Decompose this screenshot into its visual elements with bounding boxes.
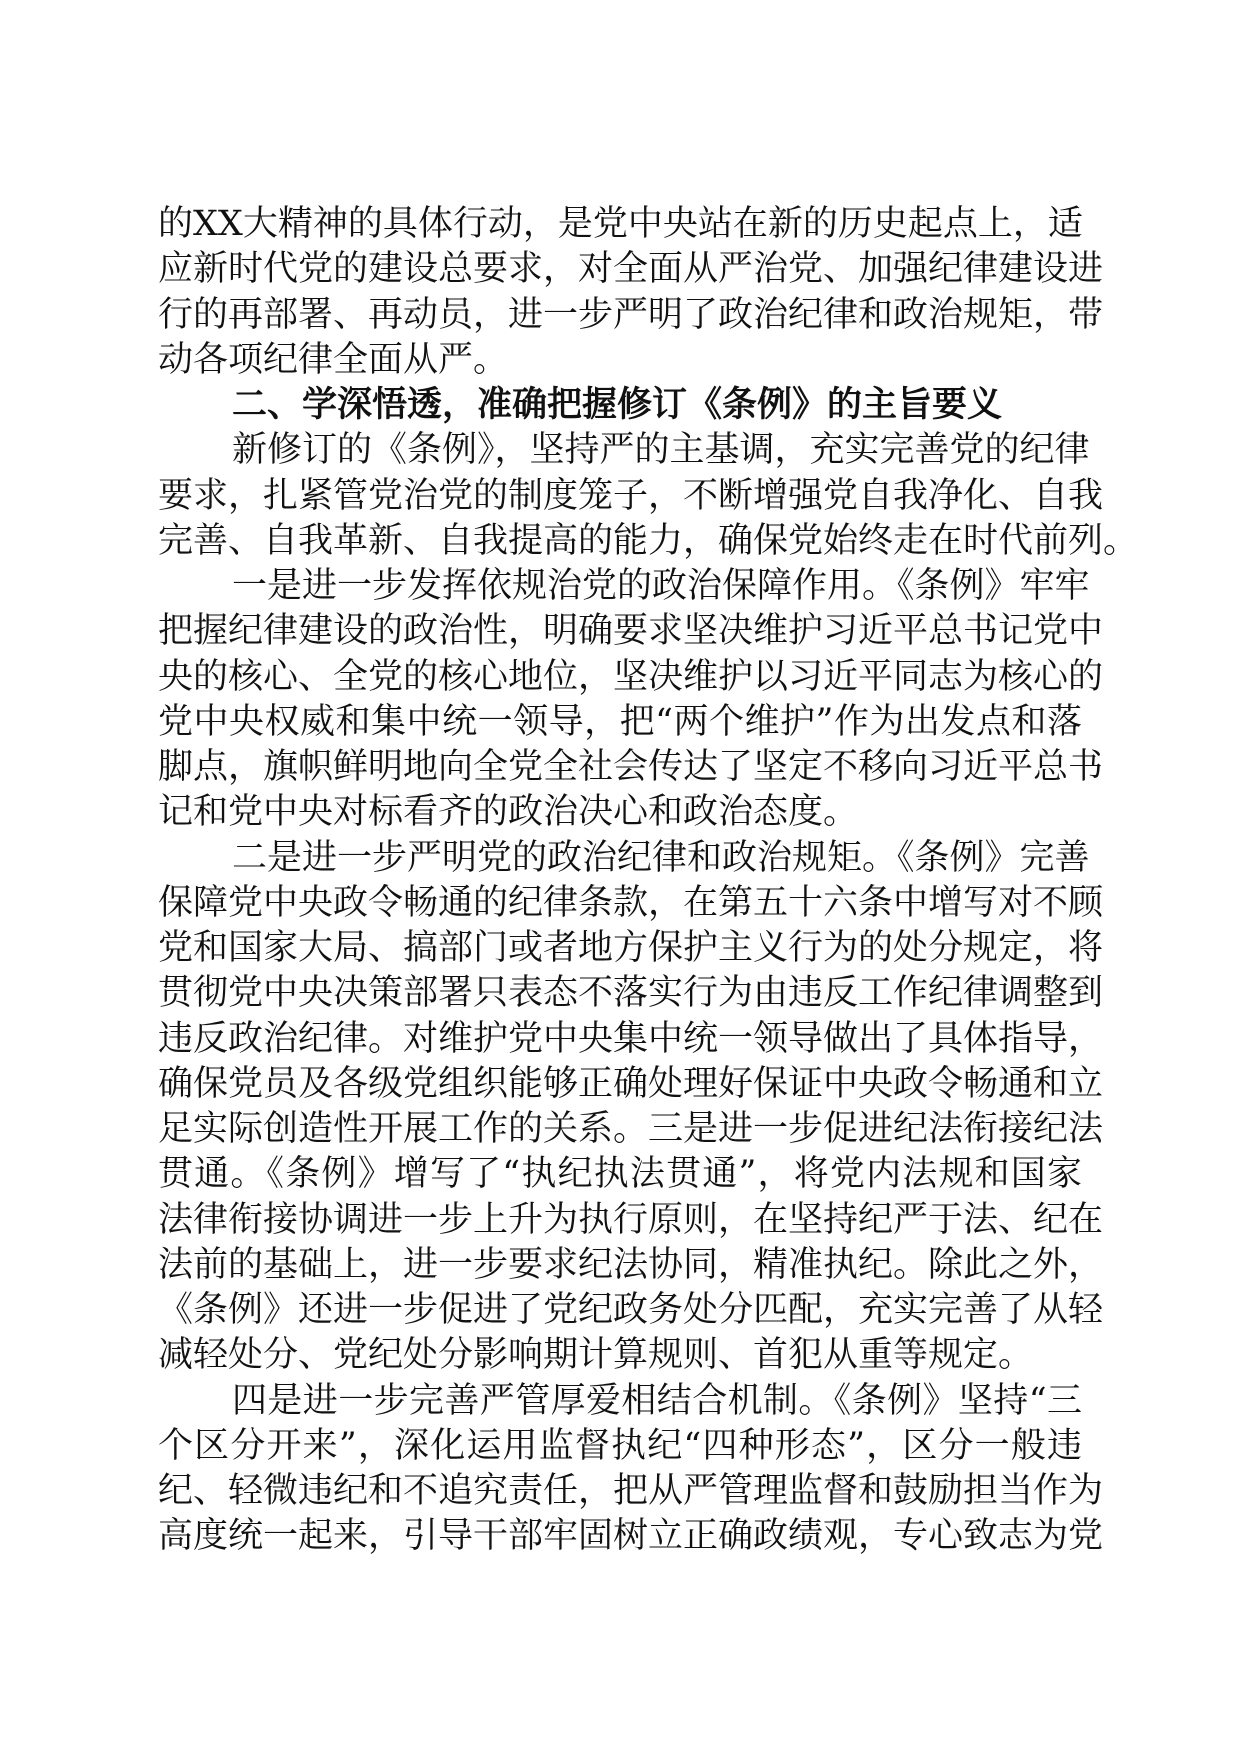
text-line: 贯通。《条例》增写了“执纪执法贯通”，将党内法规和国家 bbox=[158, 1154, 1082, 1195]
section-heading bbox=[158, 383, 1082, 428]
text-line: 确保党员及各级党组织能够正确处理好保证中央政令畅通和立 bbox=[158, 1063, 1104, 1104]
text-line: 二、学深悟透，准确把握修订《条例》的主旨要义 bbox=[232, 385, 1003, 425]
paragraph bbox=[158, 1379, 1104, 1560]
text-line: 二是进一步严明党的政治纪律和政治规矩。《条例》完善 bbox=[232, 837, 1090, 878]
text-line: 动各项纪律全面从严。 bbox=[158, 339, 509, 380]
text-line: 完善、自我革新、自我提高的能力，确保党始终走在时代前列。 bbox=[158, 520, 1139, 561]
text-line: 脚点，旗帜鲜明地向全党全社会传达了坚定不移向习近平总书 bbox=[158, 747, 1104, 787]
document-page bbox=[158, 202, 1139, 1560]
text-line: 足实际创造性开展工作的关系。三是进一步促进纪法衔接纪法 bbox=[158, 1109, 1104, 1149]
text-line: 高度统一起来，引导干部牢固树立正确政绩观，专心致志为党 bbox=[158, 1516, 1104, 1557]
paragraph bbox=[158, 428, 1139, 564]
text-line: 的XX大精神的具体行动，是党中央站在新的历史起点上，适 bbox=[158, 204, 1083, 244]
text-line: 党中央权威和集中统一领导，把“两个维护”作为出发点和落 bbox=[158, 701, 1082, 742]
text-line: 行的再部署、再动员，进一步严明了政治纪律和政治规矩，带 bbox=[158, 294, 1104, 335]
text-line: 把握纪律建设的政治性，明确要求坚决维护习近平总书记党中 bbox=[158, 611, 1104, 652]
paragraph bbox=[158, 202, 1104, 383]
text-line: 贯彻党中央决策部署只表态不落实行为由违反工作纪律调整到 bbox=[158, 973, 1104, 1014]
text-line: 法前的基础上，进一步要求纪法协同，精准执纪。除此之外， bbox=[158, 1244, 1104, 1285]
text-line: 四是进一步完善严管厚爱相结合机制。《条例》坚持“三 bbox=[232, 1380, 1082, 1421]
text-line: 一是进一步发挥依规治党的政治保障作用。《条例》牢牢 bbox=[232, 566, 1090, 606]
text-line: 法律衔接协调进一步上升为执行原则，在坚持纪严于法、纪在 bbox=[158, 1199, 1104, 1240]
text-line: 个区分开来”，深化运用监督执纪“四种形态”，区分一般违 bbox=[158, 1425, 1082, 1466]
paragraph bbox=[158, 564, 1104, 836]
text-line: 《条例》还进一步促进了党纪政务处分匹配，充实完善了从轻 bbox=[158, 1290, 1104, 1330]
text-line: 新修订的《条例》，坚持严的主基调，充实完善党的纪律 bbox=[232, 430, 1090, 471]
text-line: 纪、轻微违纪和不追究责任，把从严管理监督和鼓励担当作为 bbox=[158, 1471, 1104, 1511]
text-line: 要求，扎紧管党治党的制度笼子，不断增强党自我净化、自我 bbox=[158, 475, 1104, 516]
text-line: 保障党中央政令畅通的纪律条款，在第五十六条中增写对不顾 bbox=[158, 882, 1104, 923]
text-line: 央的核心、全党的核心地位，坚决维护以习近平同志为核心的 bbox=[158, 656, 1104, 697]
text-line: 党和国家大局、搞部门或者地方保护主义行为的处分规定，将 bbox=[158, 928, 1104, 968]
text-line: 应新时代党的建设总要求，对全面从严治党、加强纪律建设进 bbox=[158, 249, 1104, 290]
text-line: 减轻处分、党纪处分影响期计算规则、首犯从重等规定。 bbox=[158, 1335, 1034, 1376]
paragraph bbox=[158, 836, 1104, 1379]
text-line: 记和党中央对标看齐的政治决心和政治态度。 bbox=[158, 792, 859, 833]
text-line: 违反政治纪律。对维护党中央集中统一领导做出了具体指导， bbox=[158, 1018, 1104, 1059]
